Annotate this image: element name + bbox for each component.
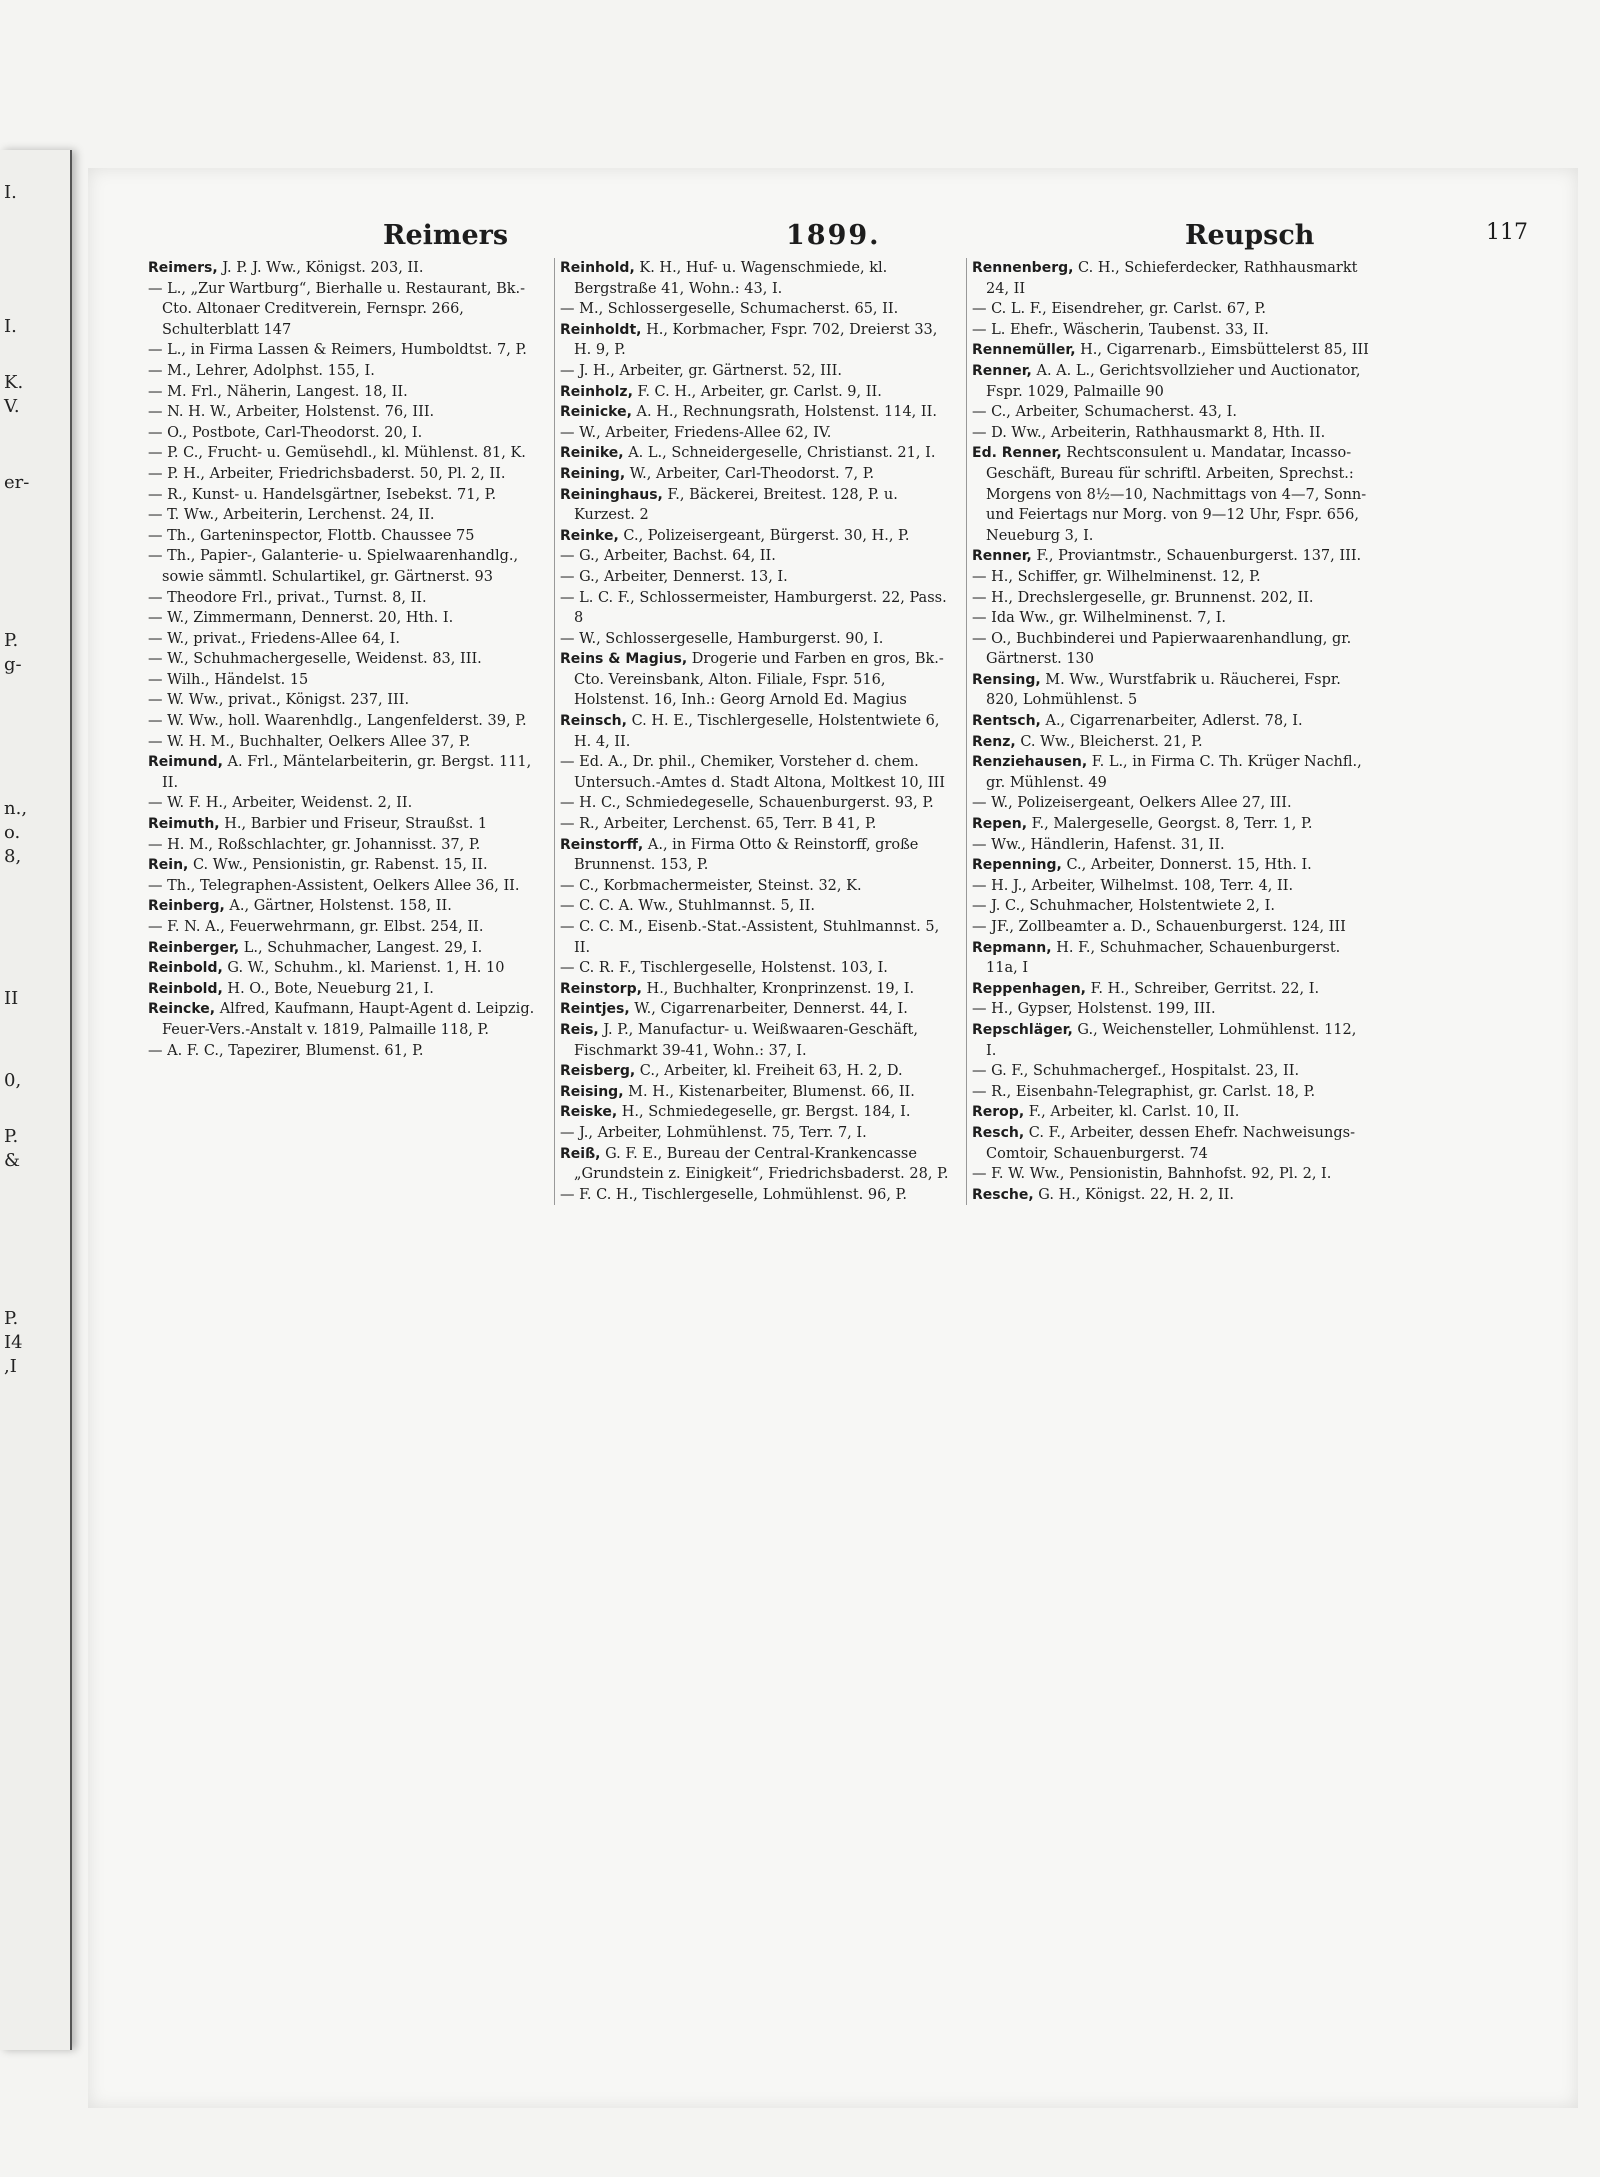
entry-details: — P. C., Frucht- u. Gemüsehdl., kl. Mühlenst. 81, K. [148,445,526,462]
directory-entry [560,299,958,320]
page-header [148,220,1558,250]
directory-entry [148,340,546,361]
entry-details: F. L., in Firma C. Th. Krüger Nachfl., gr. Mühlenst. 49 [986,754,1362,791]
directory-entry [148,649,546,670]
directory-entry [972,588,1370,609]
directory-entry [972,896,1370,917]
directory-entry [972,361,1370,402]
entry-details: — A. F. C., Tapezirer, Blumenst. 61, P. [148,1042,424,1059]
entry-details: A., Cigarrenarbeiter, Adlerst. 78, I. [1040,713,1303,730]
directory-entry [560,258,958,299]
directory-entry [972,814,1370,835]
entry-details: — W. Ww., privat., Königst. 237, III. [148,692,410,709]
directory-entry [560,526,958,547]
directory-entry [148,999,546,1040]
directory-entry [560,567,958,588]
directory-entry [148,629,546,650]
entry-details: — W. H. M., Buchhalter, Oelkers Allee 37, P. [148,733,471,750]
entry-surname: Reinberg, [148,898,225,915]
entry-details: — M. Frl., Näherin, Langest. 18, II. [148,383,408,400]
directory-entry [972,1123,1370,1164]
entry-surname: Reins & Magius, [560,651,688,668]
entry-details: — F. N. A., Feuerwehrmann, gr. Elbst. 254, II. [148,919,484,935]
entry-surname: Reinstorp, [560,980,642,997]
entry-details: C. Ww., Bleicherst. 21, P. [1015,733,1203,750]
entry-details: J. P. J. Ww., Königst. 203, II. [217,260,424,276]
entry-details: — C. C. M., Eisenb.-Stat.-Assistent, Stuhlmannst. 5, II. [560,919,940,956]
directory-entry [972,1082,1370,1103]
entry-details: — W., Arbeiter, Friedens-Allee 62, IV. [560,424,832,441]
entry-surname: Renner, [972,548,1032,565]
entry-surname: Rentsch, [972,713,1041,730]
directory-entry [972,793,1370,814]
entry-details: — G., Arbeiter, Bachst. 64, II. [560,548,776,565]
directory-entry [148,1041,546,1062]
prev-page-margin-text: V. [4,396,20,417]
directory-entry [972,979,1370,1000]
entry-details: A. H., Rechnungsrath, Holstenst. 114, II. [631,404,937,421]
directory-entry [972,752,1370,793]
entry-details: — L. Ehefr., Wäscherin, Taubenst. 33, II. [972,321,1269,338]
directory-entry [972,711,1370,732]
entry-details: K. H., Huf- u. Wagenschmiede, kl. Bergstraße 41, Wohn.: 43, I. [574,260,888,297]
entry-surname: Reinsch, [560,713,627,730]
entry-surname: Repmann, [972,939,1052,956]
directory-entry [148,690,546,711]
entry-details: — Wilh., Händelst. 15 [148,671,309,688]
prev-page-margin-text: o. [4,822,21,843]
directory-entry [560,464,958,485]
entry-surname: Renz, [972,733,1016,750]
entry-surname: Reinicke, [560,404,632,421]
entry-details: W., Arbeiter, Carl-Theodorst. 7, P. [625,465,875,482]
directory-entry [972,567,1370,588]
entry-details: — T. Ww., Arbeiterin, Lerchenst. 24, II. [148,507,435,524]
directory-entry [148,464,546,485]
entry-surname: Reiß, [560,1145,601,1162]
entry-surname: Repschläger, [972,1021,1073,1038]
directory-entry [148,855,546,876]
directory-entry [972,938,1370,979]
directory-entry [560,1123,958,1144]
entry-details: G., Weichensteller, Lohmühlenst. 112, I. [986,1021,1357,1059]
prev-page-margin-text: g- [4,654,22,675]
entry-surname: Reisberg, [560,1063,636,1080]
directory-entry [148,876,546,897]
entry-details: Alfred, Kaufmann, Haupt-Agent d. Leipzig. Feuer-Vers.-Anstalt v. 1819, Palmaille 118, P. [162,1001,535,1038]
entry-details: — N. H. W., Arbeiter, Holstenst. 76, III. [148,404,435,421]
directory-entry [148,402,546,423]
entry-surname: Resch, [972,1124,1025,1141]
entry-surname: Reintjes, [560,1001,630,1018]
entry-details: A. Frl., Mäntelarbeiterin, gr. Bergst. 111, II. [162,754,532,791]
entry-surname: Reinhold, [560,260,635,276]
directory-entry [560,814,958,835]
directory-entry [148,979,546,1000]
prev-page-margin-text: 8, [4,846,22,867]
directory-entry [972,629,1370,670]
entry-details: — W., Schlossergeselle, Hamburgerst. 90, I. [560,630,884,647]
directory-entry [560,1102,958,1123]
directory-entry [148,588,546,609]
directory-entry [972,1061,1370,1082]
directory-entry [972,855,1370,876]
directory-entry [148,361,546,382]
directory-entry [560,588,958,629]
directory-entry [972,1020,1370,1061]
entry-details: G. W., Schuhm., kl. Marienst. 1, H. 10 [222,960,505,977]
entry-details: H., Barbier und Friseur, Straußst. 1 [219,816,488,833]
directory-entry [560,999,958,1020]
entry-details: — Th., Papier-, Galanterie- u. Spielwaarenhandlg., sowie sämmtl. Schulartikel, gr. Gärtnerst. 93 [148,548,519,585]
entry-details: C. H. E., Tischlergeselle, Holstentwiete 6, H. 4, II. [574,713,940,750]
directory-entry [972,876,1370,897]
entry-surname: Repen, [972,816,1028,833]
entry-details: H., Schmiedegeselle, gr. Bergst. 184, I. [617,1104,911,1121]
entry-surname: Rerop, [972,1104,1025,1121]
entry-details: — JF., Zollbeamter a. D., Schauenburgerst. 124, III [972,919,1346,935]
entry-details: — R., Arbeiter, Lerchenst. 65, Terr. B 41, P. [560,816,877,833]
header-last-name: Reupsch [1185,220,1315,251]
previous-page-edge [0,150,72,2050]
entry-details: — R., Eisenbahn-Telegraphist, gr. Carlst. 18, P. [972,1083,1316,1100]
entry-details: — Th., Garteninspector, Flottb. Chaussee 75 [148,527,475,544]
entry-details: H., Korbmacher, Fspr. 702, Dreierst 33, H. 9, P. [574,321,938,359]
directory-column-1 [148,258,546,1061]
entry-surname: Reinholdt, [560,321,642,338]
directory-entry [560,1144,958,1185]
entry-surname: Reising, [560,1083,624,1100]
entry-surname: Reinbold, [148,960,223,977]
directory-entry [560,917,958,958]
directory-entry [560,546,958,567]
prev-page-margin-text: I. [4,316,17,337]
entry-details: C. H., Schieferdecker, Rathhausmarkt 24, II [986,260,1358,297]
entry-details: C., Polizeisergeant, Bürgerst. 30, H., P. [618,527,910,544]
entry-details: — H., Gypser, Holstenst. 199, III. [972,1001,1216,1018]
entry-surname: Reimuth, [148,816,220,833]
directory-entry [148,443,546,464]
directory-entry [560,752,958,793]
prev-page-margin-text: 0, [4,1070,22,1091]
entry-surname: Reinke, [560,527,619,544]
entry-details: — Ww., Händlerin, Hafenst. 31, II. [972,836,1225,853]
directory-entry [560,793,958,814]
entry-details: — Ed. A., Dr. phil., Chemiker, Vorsteher d. chem. Untersuch.-Amtes d. Stadt Altona, Moltkest 10, III [560,754,945,791]
entry-details: — L. C. F., Schlossermeister, Hamburgerst. 22, Pass. 8 [560,589,947,627]
directory-entry [972,1102,1370,1123]
entry-details: — J. H., Arbeiter, gr. Gärtnerst. 52, III. [560,362,842,379]
prev-page-margin-text: ,I [4,1356,17,1377]
entry-details: — D. Ww., Arbeiterin, Rathhausmarkt 8, Hth. II. [972,424,1326,441]
directory-entry [560,958,958,979]
directory-entry [148,938,546,959]
entry-details: C. Ww., Pensionistin, gr. Rabenst. 15, II. [188,857,488,874]
directory-page [88,168,1578,2108]
entry-details: — H. J., Arbeiter, Wilhelmst. 108, Terr. 4, II. [972,877,1294,894]
entry-details: Drogerie und Farben en gros, Bk.-Cto. Vereinsbank, Alton. Filiale, Fspr. 516, Holstenst. 16, Inh.: Georg Arnold Ed. Magius [574,651,944,709]
directory-entry [148,814,546,835]
entry-surname: Rensing, [972,671,1041,688]
prev-page-margin-text: P. [4,630,19,651]
entry-details: — W., Schuhmachergeselle, Weidenst. 83, III. [148,651,482,668]
entry-surname: Reincke, [148,1001,216,1018]
entry-details: H., Buchhalter, Kronprinzenst. 19, I. [641,980,915,997]
entry-details: J. P., Manufactur- u. Weißwaaren-Geschäft, Fischmarkt 39-41, Wohn.: 37, I. [574,1021,918,1059]
directory-entry [560,896,958,917]
prev-page-margin-text: er- [4,472,30,493]
entry-details: — G., Arbeiter, Dennerst. 13, I. [560,568,788,585]
prev-page-margin-text: I. [4,182,17,203]
entry-surname: Reinstorff, [560,836,644,853]
entry-details: — C. L. F., Eisendreher, gr. Carlst. 67, P. [972,301,1266,318]
header-first-name: Reimers [383,220,509,251]
directory-entry [148,793,546,814]
entry-details: H., Cigarrenarb., Eimsbüttelerst 85, III [1075,342,1369,359]
directory-entry [972,299,1370,320]
entry-details: — Th., Telegraphen-Assistent, Oelkers Allee 36, II. [148,877,520,894]
directory-entry [560,402,958,423]
directory-entry [972,608,1370,629]
directory-entry [560,485,958,526]
directory-entry [972,732,1370,753]
entry-surname: Repenning, [972,857,1062,874]
directory-entry [972,423,1370,444]
entry-details: F. H., Schreiber, Gerritst. 22, I. [1086,980,1320,997]
directory-entry [972,999,1370,1020]
entry-details: — W., Zimmermann, Dennerst. 20, Hth. I. [148,610,454,627]
directory-entry [560,876,958,897]
entry-surname: Reining, [560,465,626,482]
prev-page-margin-text: II [4,988,19,1009]
entry-details: — Theodore Frl., privat., Turnst. 8, II. [148,589,427,606]
entry-details: F. C. H., Arbeiter, gr. Carlst. 9, II. [632,383,882,400]
directory-column-2 [560,258,958,1205]
directory-entry [560,361,958,382]
entry-surname: Reppenhagen, [972,980,1086,997]
entry-details: G. F. E., Bureau der Central-Krankencasse „Grundstein z. Einigkeit“, Friedrichsbaderst. 28, P. [574,1145,949,1183]
entry-details: — Ida Ww., gr. Wilhelminenst. 7, I. [972,610,1227,627]
entry-details: F., Proviantmstr., Schauenburgerst. 137, III. [1031,548,1362,565]
entry-details: A., Gärtner, Holstenst. 158, II. [224,898,452,915]
entry-details: H. F., Schuhmacher, Schauenburgerst. 11a, I [986,939,1341,977]
entry-surname: Reis, [560,1021,599,1038]
entry-surname: Rein, [148,857,189,874]
directory-entry [560,1082,958,1103]
directory-entry [148,711,546,732]
entry-surname: Reimers, [148,260,218,276]
page-number: 117 [1486,220,1528,245]
entry-surname: Reinberger, [148,939,240,956]
entry-details: — C. C. A. Ww., Stuhlmannst. 5, II. [560,898,815,915]
entry-details: — J., Arbeiter, Lohmühlenst. 75, Terr. 7, I. [560,1124,867,1141]
entry-details: — W. Ww., holl. Waarenhdlg., Langenfelderst. 39, P. [148,713,527,730]
directory-entry [972,835,1370,856]
entry-surname: Renziehausen, [972,754,1088,771]
directory-entry [148,752,546,793]
entry-details: C., Arbeiter, Donnerst. 15, Hth. I. [1061,857,1312,874]
directory-entry [148,670,546,691]
entry-details: — O., Postbote, Carl-Theodorst. 20, I. [148,424,423,441]
prev-page-margin-text: K. [4,372,24,393]
directory-entry [972,1164,1370,1185]
directory-entry [148,258,546,279]
entry-surname: Reinike, [560,445,624,462]
directory-entry [560,649,958,711]
entry-surname: Reinbold, [148,980,223,997]
entry-details: F., Arbeiter, kl. Carlst. 10, II. [1024,1104,1240,1121]
directory-entry [972,443,1370,546]
directory-entry [972,340,1370,361]
entry-details: — H. C., Schmiedegeselle, Schauenburgerst. 93, P. [560,795,934,812]
entry-details: — G. F., Schuhmachergef., Hospitalst. 23, II. [972,1063,1300,1080]
entry-details: — M., Schlossergeselle, Schumacherst. 65, II. [560,301,899,318]
header-year: 1899. [786,220,881,251]
entry-details: — C., Arbeiter, Schumacherst. 43, I. [972,404,1237,421]
entry-details: — M., Lehrer, Adolphst. 155, I. [148,362,375,379]
entry-details: A., in Firma Otto & Reinstorff, große Brunnenst. 153, P. [574,836,919,874]
entry-details: — F. W. Ww., Pensionistin, Bahnhofst. 92, Pl. 2, I. [972,1166,1332,1183]
entry-details: F., Malergeselle, Georgst. 8, Terr. 1, P. [1027,816,1313,833]
directory-entry [560,320,958,361]
directory-entry [148,958,546,979]
entry-details: — P. H., Arbeiter, Friedrichsbaderst. 50, Pl. 2, II. [148,465,506,482]
entry-details: — H., Schiffer, gr. Wilhelminenst. 12, P. [972,568,1261,585]
entry-details: W., Cigarrenarbeiter, Dennerst. 44, I. [629,1001,908,1018]
directory-entry [560,711,958,752]
directory-entry [148,279,546,341]
directory-entry [148,382,546,403]
entry-surname: Reinholz, [560,383,633,400]
entry-surname: Resche, [972,1186,1034,1203]
prev-page-margin-text: P. [4,1308,19,1329]
entry-details: — W., privat., Friedens-Allee 64, I. [148,630,400,647]
directory-entry [972,258,1370,299]
entry-surname: Rennenberg, [972,260,1074,276]
directory-entry [560,1061,958,1082]
directory-entry [148,732,546,753]
directory-entry [972,670,1370,711]
directory-entry [972,402,1370,423]
directory-entry [148,526,546,547]
entry-details: — L., in Firma Lassen & Reimers, Humboldtst. 7, P. [148,342,527,359]
directory-entry [148,546,546,587]
entry-details: G. H., Königst. 22, H. 2, II. [1033,1186,1235,1203]
entry-surname: Reiske, [560,1104,618,1121]
entry-surname: Ed. Renner, [972,445,1062,462]
prev-page-margin-text: n., [4,798,28,819]
entry-details: Rechtsconsulent u. Mandatar, Incasso-Geschäft, Bureau für schriftl. Arbeiten, Sprechst.: Morgens von 8½—10, Nachmittags von 4—7, Sonn- und Feiertags nur Morg. von 9—12 Uhr, Fspr. 656, Neueburg 3, I. [986,445,1367,544]
directory-entry [148,896,546,917]
entry-details: — J. C., Schuhmacher, Holstentwiete 2, I. [972,898,1275,915]
entry-details: A. A. L., Gerichtsvollzieher und Auctionator, Fspr. 1029, Palmaille 90 [986,362,1361,400]
entry-details: — O., Buchbinderei und Papierwaarenhandlung, gr. Gärtnerst. 130 [972,630,1352,668]
entry-details: — C. R. F., Tischlergeselle, Holstenst. 103, I. [560,960,888,977]
prev-page-margin-text: I4 [4,1332,23,1353]
entry-details: — F. C. H., Tischlergeselle, Lohmühlenst. 96, P. [560,1186,907,1203]
entry-details: — H. M., Roßschlachter, gr. Johannisst. 37, P. [148,836,481,853]
directory-entry [560,1020,958,1061]
directory-entry [560,1185,958,1206]
directory-entry [148,505,546,526]
directory-entry [972,546,1370,567]
prev-page-margin-text: & [4,1150,21,1171]
entry-details: — W., Polizeisergeant, Oelkers Allee 27, III. [972,795,1292,812]
entry-surname: Rennemüller, [972,342,1076,359]
entry-details: — L., „Zur Wartburg“, Bierhalle u. Restaurant, Bk.-Cto. Altonaer Creditverein, Fernspr. 266, Schulterblatt 147 [148,280,526,338]
entry-surname: Reininghaus, [560,486,663,503]
entry-details: — C., Korbmachermeister, Steinst. 32, K. [560,877,862,894]
directory-entry [560,629,958,650]
entry-details: — H., Drechslergeselle, gr. Brunnenst. 202, II. [972,589,1314,606]
entry-details: H. O., Bote, Neueburg 21, I. [222,980,434,997]
directory-entry [972,917,1370,938]
directory-entry [148,485,546,506]
directory-entry [148,608,546,629]
entry-details: — W. F. H., Arbeiter, Weidenst. 2, II. [148,795,413,812]
directory-entry [560,443,958,464]
prev-page-margin-text: P. [4,1126,19,1147]
directory-entry [560,382,958,403]
directory-entry [148,835,546,856]
entry-details: — R., Kunst- u. Handelsgärtner, Isebekst. 71, P. [148,486,497,503]
entry-details: C., Arbeiter, kl. Freiheit 63, H. 2, D. [635,1063,903,1080]
entry-details: F., Bäckerei, Breitest. 128, P. u. Kurzest. 2 [574,486,898,524]
directory-entry [148,423,546,444]
directory-entry [560,423,958,444]
directory-entry [972,320,1370,341]
directory-column-3 [972,258,1370,1205]
directory-entry [560,979,958,1000]
entry-details: M. Ww., Wurstfabrik u. Räucherei, Fspr. 820, Lohmühlenst. 5 [986,671,1341,709]
entry-details: A. L., Schneidergeselle, Christianst. 21, I. [623,445,936,462]
directory-entry [560,835,958,876]
entry-details: L., Schuhmacher, Langest. 29, I. [239,939,483,956]
directory-entry [148,917,546,938]
entry-details: C. F., Arbeiter, dessen Ehefr. Nachweisungs-Comtoir, Schauenburgerst. 74 [986,1124,1355,1162]
entry-surname: Reimund, [148,754,223,771]
directory-entry [972,1185,1370,1206]
entry-details: M. H., Kistenarbeiter, Blumenst. 66, II. [623,1083,915,1100]
entry-surname: Renner, [972,362,1032,379]
